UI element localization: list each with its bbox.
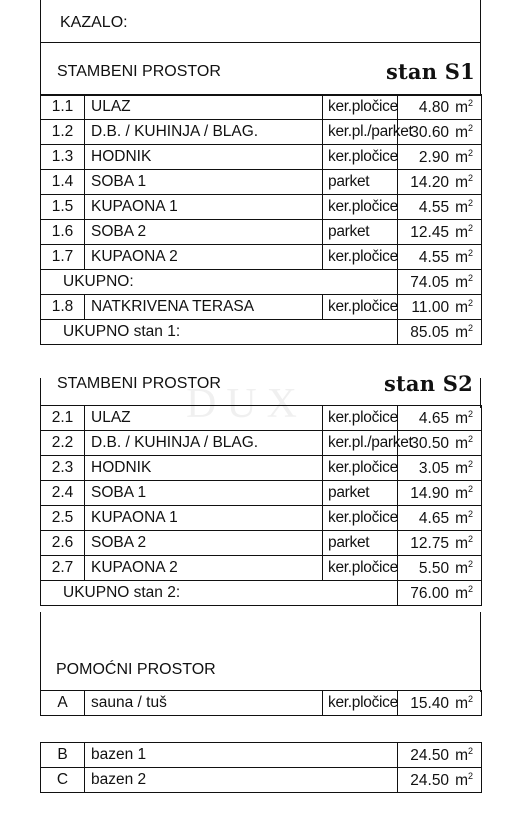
area-unit: $m^2$: [455, 222, 473, 241]
area-cell: [398, 220, 482, 245]
area-unit-superscript: 2: [467, 272, 473, 283]
area-unit: $m^2$: [455, 508, 473, 527]
area-unit-superscript: 2: [467, 745, 473, 756]
area-unit-superscript: 2: [467, 433, 473, 444]
area-unit-superscript: 2: [467, 197, 473, 208]
pomocni-section-label: POMOĆNI PROSTOR: [56, 661, 216, 678]
room-name: KUPAONA 2: [85, 245, 323, 270]
area-cell: [398, 481, 482, 506]
table-row: [41, 170, 482, 195]
room-material: ker.pl./parket: [323, 431, 398, 456]
area-unit: $m^2$: [455, 247, 473, 266]
area-cell: [398, 245, 482, 270]
table-row: [41, 95, 482, 120]
area-unit: $m^2$: [455, 583, 473, 602]
room-number: 1.1: [41, 95, 85, 120]
area-cell: [398, 270, 482, 295]
room-name: KUPAONA 1: [85, 195, 323, 220]
table-row: [41, 145, 482, 170]
table-row: [41, 220, 482, 245]
area-value: 24.50: [410, 746, 450, 764]
area-unit-superscript: 2: [467, 322, 473, 333]
room-number: 1.5: [41, 195, 85, 220]
table-row: [41, 245, 482, 270]
watermark: DUX: [186, 381, 307, 427]
room-name: HODNIK: [85, 456, 323, 481]
room-name: NATKRIVENA TERASA: [85, 295, 323, 320]
area-cell: [398, 120, 482, 145]
area-unit: $m^2$: [455, 97, 473, 116]
room-material: ker.pločice: [323, 245, 398, 270]
s1-title: stan S1: [386, 59, 475, 84]
table-row: [41, 506, 482, 531]
table-row: [41, 691, 482, 716]
area-unit: $m^2$: [455, 297, 473, 316]
table-row: [41, 295, 482, 320]
pool-number: C: [41, 768, 85, 793]
s1-total-row: [41, 320, 482, 345]
area-unit: $m^2$: [455, 408, 473, 427]
area-cell: [398, 95, 482, 120]
room-material: parket: [323, 170, 398, 195]
room-name: KUPAONA 1: [85, 506, 323, 531]
pool-number: B: [41, 743, 85, 768]
room-number: 2.3: [41, 456, 85, 481]
area-cell: [398, 145, 482, 170]
table-row: [41, 431, 482, 456]
area-unit: $m^2$: [455, 483, 473, 502]
room-material: ker.pl./parket: [323, 120, 398, 145]
room-number: 1.6: [41, 220, 85, 245]
room-number: 2.1: [41, 406, 85, 431]
room-material: ker.pločice: [323, 691, 398, 716]
area-unit: $m^2$: [455, 558, 473, 577]
room-name: ULAZ: [85, 406, 323, 431]
kazalo-label: KAZALO:: [60, 14, 128, 31]
room-material: parket: [323, 531, 398, 556]
s2-title: stan S2: [384, 371, 473, 396]
area-value: 76.00: [410, 584, 450, 602]
area-unit-superscript: 2: [467, 693, 473, 704]
area-value: 11.00: [411, 298, 450, 316]
total-label: UKUPNO stan 1:: [41, 320, 398, 345]
area-cell: [398, 431, 482, 456]
table-row: [41, 406, 482, 431]
area-unit-superscript: 2: [467, 558, 473, 569]
area-unit-superscript: 2: [467, 297, 473, 308]
room-number: 1.2: [41, 120, 85, 145]
table-row: [41, 768, 482, 793]
room-name: sauna / tuš: [85, 691, 323, 716]
area-unit: $m^2$: [455, 770, 473, 789]
area-cell: [398, 456, 482, 481]
area-cell: [398, 406, 482, 431]
room-name: SOBA 1: [85, 170, 323, 195]
s2-section-label: STAMBENI PROSTOR: [57, 375, 221, 392]
room-material: ker.pločice: [323, 95, 398, 120]
area-value: 30.60: [410, 123, 450, 141]
room-name: SOBA 2: [85, 220, 323, 245]
room-name: SOBA 1: [85, 481, 323, 506]
area-value: 2.90: [418, 148, 450, 166]
table-row: [41, 195, 482, 220]
pool-name: bazen 1: [85, 743, 398, 768]
area-value: 14.90: [410, 484, 450, 502]
s1-subtotal-row: [41, 270, 482, 295]
area-unit: $m^2$: [455, 197, 473, 216]
area-unit: $m^2$: [455, 533, 473, 552]
area-unit-superscript: 2: [467, 122, 473, 133]
room-number: 1.7: [41, 245, 85, 270]
table-row: [41, 743, 482, 768]
area-cell: [398, 556, 482, 581]
area-unit-superscript: 2: [467, 147, 473, 158]
room-name: HODNIK: [85, 145, 323, 170]
area-value: 4.65: [418, 509, 450, 527]
table-row: [41, 456, 482, 481]
room-material: parket: [323, 220, 398, 245]
area-cell: [398, 743, 482, 768]
area-value: 74.05: [410, 273, 450, 291]
area-cell: [398, 768, 482, 793]
area-value: 4.80: [418, 98, 450, 116]
room-name: SOBA 2: [85, 531, 323, 556]
s1-table: [40, 94, 482, 345]
pool-name: bazen 2: [85, 768, 398, 793]
room-material: parket: [323, 481, 398, 506]
area-unit: $m^2$: [455, 458, 473, 477]
area-unit-superscript: 2: [467, 770, 473, 781]
pools-table: [40, 742, 482, 793]
room-material: ker.pločice: [323, 406, 398, 431]
area-unit-superscript: 2: [467, 483, 473, 494]
area-unit-superscript: 2: [467, 97, 473, 108]
room-number: 2.2: [41, 431, 85, 456]
area-unit: $m^2$: [455, 172, 473, 191]
area-unit-superscript: 2: [467, 508, 473, 519]
pomocni-box: [40, 612, 481, 692]
area-value: 85.05: [410, 323, 450, 341]
s1-section-label: STAMBENI PROSTOR: [57, 63, 221, 80]
room-name: D.B. / KUHINJA / BLAG.: [85, 120, 323, 145]
room-material: ker.pločice: [323, 556, 398, 581]
room-number: 2.4: [41, 481, 85, 506]
s2-total-row: [41, 581, 482, 606]
area-value: 15.40: [410, 694, 450, 712]
area-value: 14.20: [410, 173, 450, 191]
area-unit: $m^2$: [455, 147, 473, 166]
area-cell: [398, 531, 482, 556]
room-name: KUPAONA 2: [85, 556, 323, 581]
room-number: 2.6: [41, 531, 85, 556]
area-value: 24.50: [410, 771, 450, 789]
area-unit-superscript: 2: [467, 533, 473, 544]
area-unit-superscript: 2: [467, 172, 473, 183]
area-value: 30.50: [410, 434, 450, 452]
area-unit-superscript: 2: [467, 247, 473, 258]
area-value: 4.65: [418, 409, 450, 427]
area-cell: [398, 195, 482, 220]
table-row: [41, 556, 482, 581]
table-row: [41, 120, 482, 145]
area-unit: $m^2$: [455, 693, 473, 712]
room-number: 1.4: [41, 170, 85, 195]
room-name: ULAZ: [85, 95, 323, 120]
area-unit-superscript: 2: [467, 408, 473, 419]
room-number: 2.5: [41, 506, 85, 531]
area-unit: $m^2$: [455, 433, 473, 452]
room-number: A: [41, 691, 85, 716]
area-unit: $m^2$: [455, 322, 473, 341]
area-value: 3.05: [418, 459, 450, 477]
area-unit: $m^2$: [455, 272, 473, 291]
area-value: 4.55: [418, 248, 450, 266]
room-material: ker.pločice: [323, 506, 398, 531]
area-unit-superscript: 2: [467, 583, 473, 594]
area-cell: [398, 320, 482, 345]
room-name: D.B. / KUHINJA / BLAG.: [85, 431, 323, 456]
area-cell: [398, 691, 482, 716]
room-material: ker.pločice: [323, 295, 398, 320]
room-number: 1.3: [41, 145, 85, 170]
area-cell: [398, 506, 482, 531]
s2-table: [40, 405, 482, 606]
room-material: ker.pločice: [323, 145, 398, 170]
area-unit: $m^2$: [455, 122, 473, 141]
area-unit: $m^2$: [455, 745, 473, 764]
area-value: 5.50: [418, 559, 450, 577]
area-cell: [398, 170, 482, 195]
room-material: ker.pločice: [323, 456, 398, 481]
room-number: 1.8: [41, 295, 85, 320]
kazalo-divider: [40, 42, 481, 43]
area-value: 12.45: [410, 223, 450, 241]
total-label: UKUPNO:: [41, 270, 398, 295]
area-value: 4.55: [418, 198, 450, 216]
area-cell: [398, 581, 482, 606]
area-value: 12.75: [410, 534, 450, 552]
pomocni-table: [40, 690, 482, 716]
area-unit-superscript: 2: [467, 458, 473, 469]
table-row: [41, 531, 482, 556]
room-material: ker.pločice: [323, 195, 398, 220]
table-row: [41, 481, 482, 506]
area-unit-superscript: 2: [467, 222, 473, 233]
total-label: UKUPNO stan 2:: [41, 581, 398, 606]
room-number: 2.7: [41, 556, 85, 581]
area-cell: [398, 295, 482, 320]
